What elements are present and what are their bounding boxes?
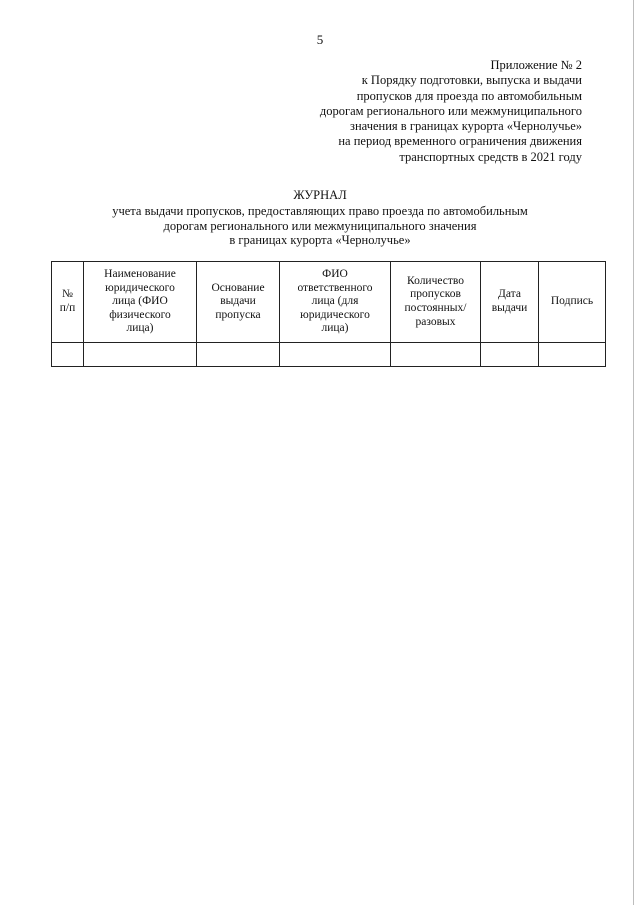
appendix-block (222, 58, 582, 165)
journal-subtitle-line: в границах курорта «Чернолучье» (229, 233, 411, 247)
appendix-line: пропусков для проезда по автомобильным (356, 88, 582, 103)
journal-title: ЖУРНАЛ (293, 188, 347, 202)
appendix-line: к Порядку подготовки, выпуска и выдачи (361, 73, 582, 88)
header-entity-name: Наименование юридического лица (ФИО физического лица) (84, 262, 197, 343)
header-number: № п/п (52, 262, 84, 343)
page-edge-line (633, 0, 634, 905)
table-cell (539, 343, 606, 367)
journal-subtitle-line: дорогам регионального или межмуниципального значения (163, 218, 477, 233)
table-cell (481, 343, 539, 367)
table-cell (391, 343, 481, 367)
table-row (52, 343, 606, 367)
header-issue-date: Дата выдачи (481, 262, 539, 343)
table-cell (84, 343, 197, 367)
table-cell (52, 343, 84, 367)
table-header-row (52, 262, 606, 343)
header-issue-basis: Основание выдачи пропуска (197, 262, 280, 343)
header-pass-count: Количество пропусков постоянных/ разовых (391, 262, 481, 343)
appendix-line: транспортных средств в 2021 году (399, 149, 582, 164)
journal-subtitle (0, 204, 640, 248)
page-number: 5 (316, 32, 324, 47)
appendix-line: Приложение № 2 (490, 58, 582, 72)
appendix-line: дорогам регионального или межмуниципального (319, 103, 582, 118)
header-signature: Подпись (539, 262, 606, 343)
table-cell (280, 343, 391, 367)
appendix-line: на период временного ограничения движения (338, 134, 582, 149)
journal-subtitle-line: учета выдачи пропусков, предоставляющих право проезда по автомобильным (112, 204, 528, 218)
journal-table (51, 261, 606, 367)
appendix-line: значения в границах курорта «Чернолучье» (350, 119, 582, 134)
header-responsible-person: ФИО ответственного лица (для юридического лица) (280, 262, 391, 343)
table-cell (197, 343, 280, 367)
